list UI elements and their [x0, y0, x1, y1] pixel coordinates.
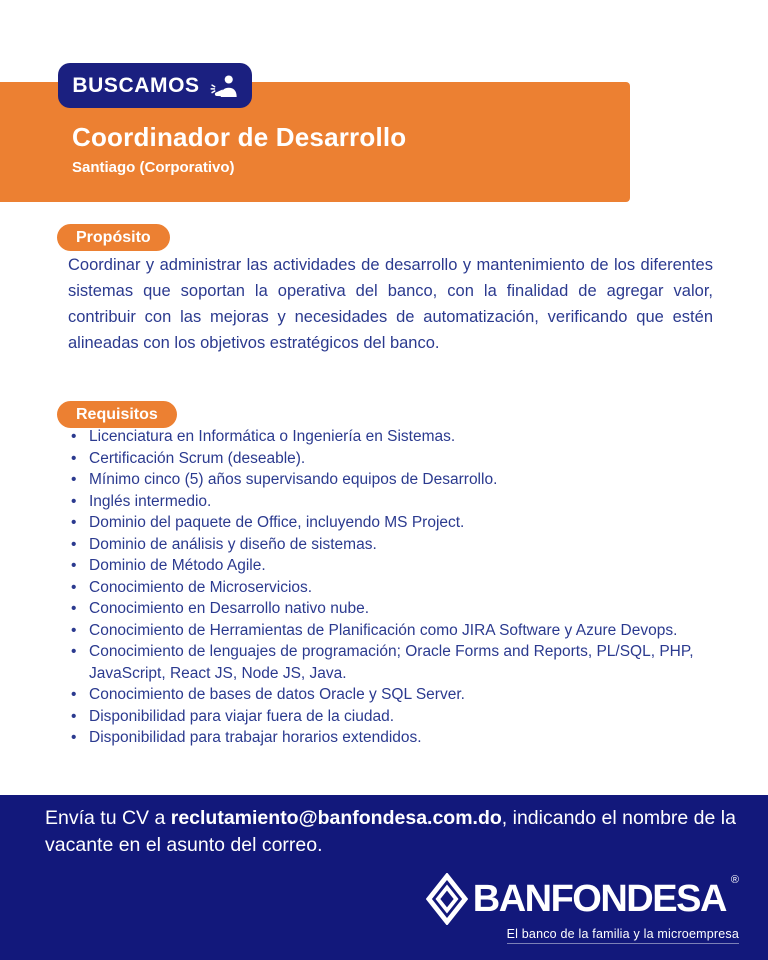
requirement-item: • Conocimiento de bases de datos Oracle y SQL Server.: [68, 684, 720, 706]
banfondesa-logo: [426, 873, 739, 944]
logo-wordmark: BANFONDESA: [472, 878, 726, 920]
requisitos-label: Requisitos: [76, 405, 158, 423]
requirement-item: • Licenciatura en Informática o Ingeniería en Sistemas.: [68, 426, 720, 448]
registered-mark: ®: [730, 874, 739, 886]
proposito-heading-pill: [57, 224, 170, 251]
cv-suffix: , indicando el nombre de la vacante en el asunto del correo.: [45, 807, 736, 856]
requirement-item: • Mínimo cinco (5) años supervisando equipos de Desarrollo.: [68, 469, 720, 491]
cv-instruction: [45, 805, 745, 859]
requirement-item: • Certificación Scrum (deseable).: [68, 448, 720, 470]
logo-row: [426, 873, 739, 925]
requirement-item: • Dominio del paquete de Office, incluyendo MS Project.: [68, 512, 720, 534]
requirement-item: • Conocimiento de lenguajes de programación; Oracle Forms and Reports, PL/SQL, PHP, JavaScript, React JS, Node JS, Java.: [68, 641, 720, 684]
job-title: Coordinador de Desarrollo: [72, 122, 407, 152]
buscamos-label: BUSCAMOS: [72, 73, 200, 97]
requirement-item: • Dominio de análisis y diseño de sistemas.: [68, 534, 720, 556]
logo-tagline: El banco de la familia y la microempresa: [507, 927, 739, 944]
proposito-label: Propósito: [76, 228, 151, 246]
cv-email: reclutamiento@banfondesa.com.do: [170, 807, 502, 829]
requisitos-heading-pill: [57, 401, 177, 428]
requirement-item: • Conocimiento de Microservicios.: [68, 577, 720, 599]
requirement-item: • Conocimiento de Herramientas de Planificación como JIRA Software y Azure Devops.: [68, 620, 720, 642]
requirement-item: • Conocimiento en Desarrollo nativo nube.: [68, 598, 720, 620]
cv-prefix: Envía tu CV a: [45, 807, 171, 829]
requirements-list: [68, 426, 720, 749]
requirement-item: • Dominio de Método Agile.: [68, 555, 720, 577]
footer: [0, 795, 768, 960]
job-location: Santiago (Corporativo): [72, 158, 235, 176]
requirement-item: • Disponibilidad para viajar fuera de la ciudad.: [68, 706, 720, 728]
announcer-person-icon: [208, 74, 238, 97]
requirement-item: • Disponibilidad para trabajar horarios extendidos.: [68, 727, 720, 749]
buscamos-badge: [58, 63, 252, 108]
requirement-item: • Inglés intermedio.: [68, 491, 720, 513]
purpose-paragraph: Coordinar y administrar las actividades de desarrollo y mantenimiento de los diferentes sistemas que soportan la operativa del banco, con la finalidad de agregar valor, contribuir con las mejoras y necesidades de automatización, verificando que estén alineadas con los objetivos estratégicos del banco.: [68, 256, 713, 352]
banfondesa-diamond-icon: [426, 873, 468, 925]
